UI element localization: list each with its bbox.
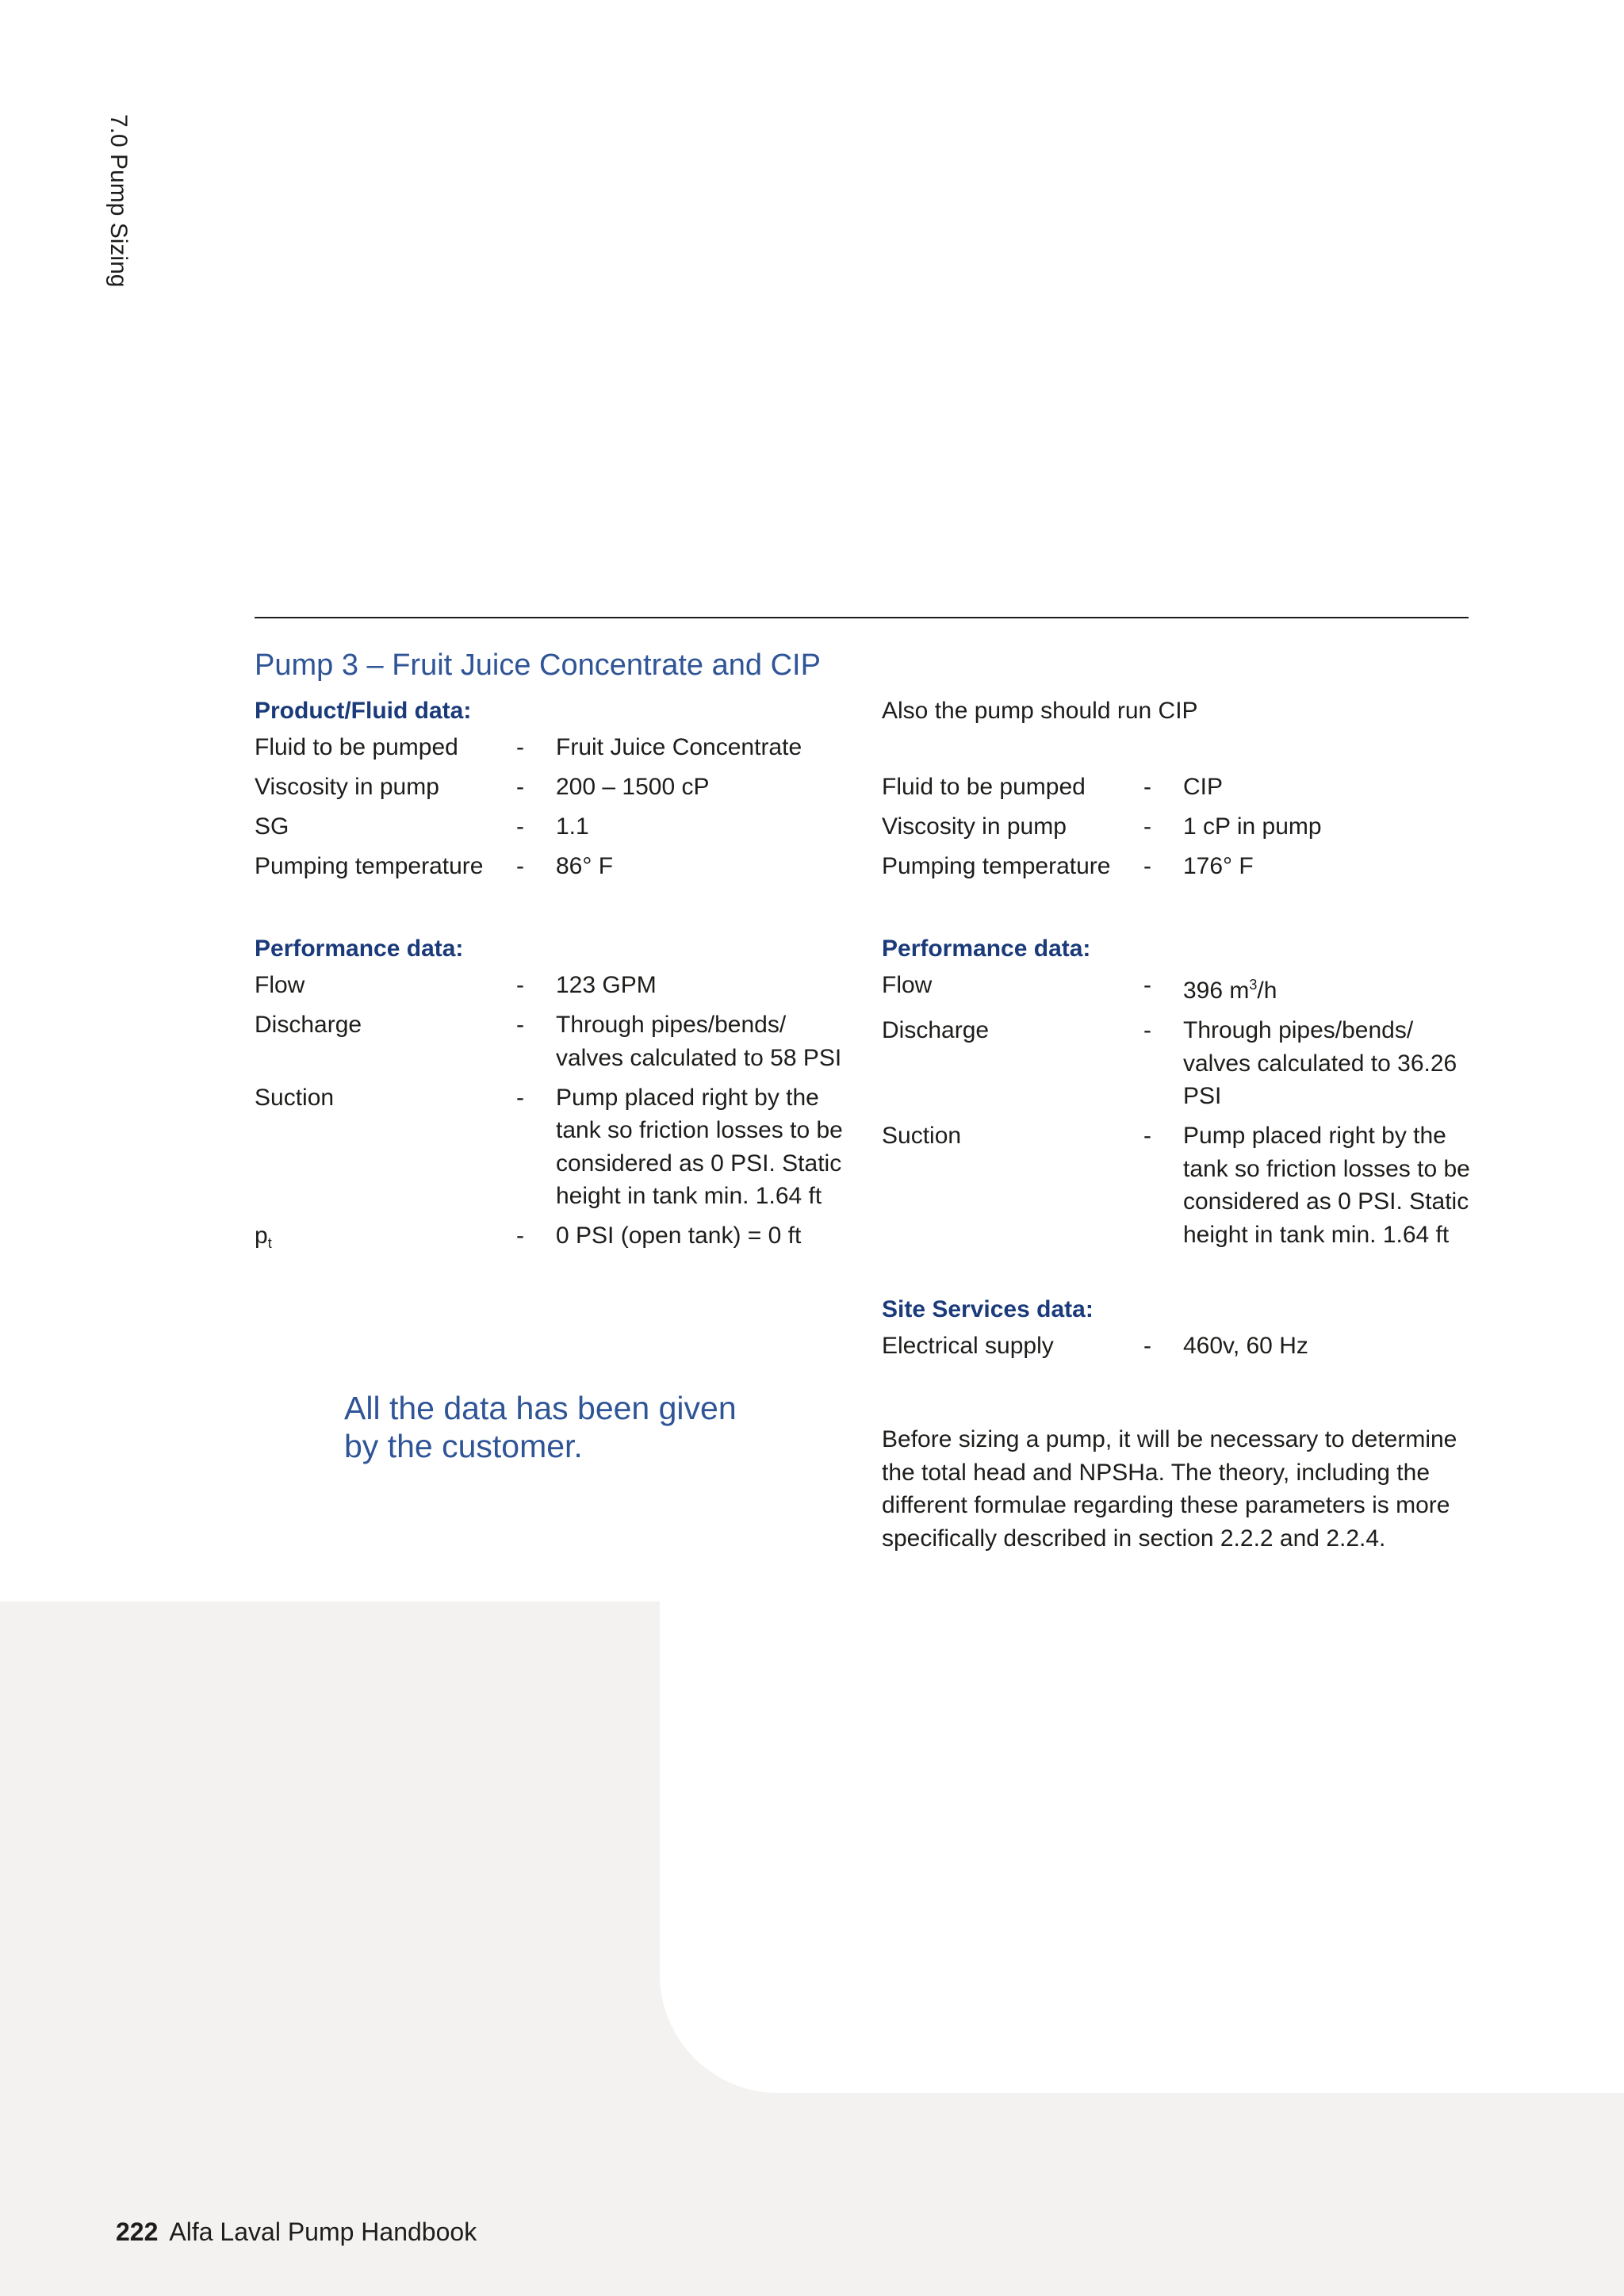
row-value: Fruit Juice Concentrate xyxy=(556,734,802,760)
spacer xyxy=(882,890,1484,929)
cip-intro: Also the pump should run CIP xyxy=(882,698,1198,724)
row-dash: - xyxy=(1143,813,1151,840)
data-row xyxy=(882,969,1484,1008)
row-label: Suction xyxy=(255,1084,335,1111)
performance-title: Performance data: xyxy=(882,936,1091,962)
row-value: 200 – 1500 cP xyxy=(556,774,710,800)
product-fluid-title: Product/Fluid data: xyxy=(255,698,472,724)
left-column xyxy=(255,691,857,1267)
row-value: Pump placed right by the tank so friction losses to be considered as 0 PSI. Static height in tank min. 1.64 ft xyxy=(556,1084,843,1209)
row-dash: - xyxy=(1143,1332,1151,1359)
row-value-superscript: 3 xyxy=(1249,977,1258,993)
row-label-subscript: t xyxy=(267,1235,272,1251)
background-white-notch xyxy=(660,1601,1624,2093)
row-label: Suction xyxy=(882,1123,962,1149)
row-value: 123 GPM xyxy=(556,972,657,998)
row-value: 176° F xyxy=(1183,853,1254,879)
row-value: 86° F xyxy=(556,853,614,879)
row-label: Flow xyxy=(882,972,933,998)
row-dash: - xyxy=(1143,1017,1151,1043)
row-label xyxy=(255,1219,516,1261)
row-value: CIP xyxy=(1183,774,1224,800)
row-dash: - xyxy=(1143,853,1151,879)
row-label: Pumping temperature xyxy=(255,853,484,879)
data-row xyxy=(882,850,1484,883)
row-dash: - xyxy=(516,1012,524,1038)
data-row xyxy=(882,771,1484,804)
row-value: 0 PSI (open tank) = 0 ft xyxy=(556,1223,802,1249)
row-dash: - xyxy=(516,1084,524,1111)
callout-quote xyxy=(344,1389,737,1465)
data-row xyxy=(882,1330,1484,1363)
background-grey-tab xyxy=(0,1601,660,2093)
row-value: 1 cP in pump xyxy=(1183,813,1322,840)
row-dash: - xyxy=(516,734,524,760)
callout-line: by the customer. xyxy=(344,1428,583,1464)
row-value-main: 396 m xyxy=(1183,978,1250,1004)
row-label: Electrical supply xyxy=(882,1332,1054,1359)
data-row xyxy=(255,771,857,804)
data-row xyxy=(255,731,857,764)
spacer xyxy=(882,1258,1484,1290)
section-label: 7.0 Pump Sizing xyxy=(105,114,132,288)
data-row xyxy=(255,850,857,883)
body-paragraph: Before sizing a pump, it will be necessary to determine the total head and NPSHa. The theory, including the different formulae regarding these parameters is more specifically described in section 2.2.2 and 2.2.4. xyxy=(882,1426,1457,1552)
divider-rule xyxy=(255,617,1469,618)
row-dash: - xyxy=(1143,1123,1151,1149)
row-dash: - xyxy=(516,972,524,998)
spacer xyxy=(255,890,857,929)
row-label: Viscosity in pump xyxy=(255,774,439,800)
data-row xyxy=(255,1081,857,1213)
row-dash: - xyxy=(1143,972,1151,998)
row-dash: - xyxy=(1143,774,1151,800)
row-dash: - xyxy=(516,853,524,879)
site-services-title: Site Services data: xyxy=(882,1295,1094,1322)
row-dash: - xyxy=(516,1223,524,1249)
data-row xyxy=(882,1119,1484,1251)
row-label: Discharge xyxy=(255,1012,362,1038)
row-label: Fluid to be pumped xyxy=(255,734,458,760)
row-dash: - xyxy=(516,774,524,800)
page-footer xyxy=(116,2218,477,2247)
row-value xyxy=(1183,969,1484,1008)
row-label: SG xyxy=(255,813,289,840)
row-label: Pumping temperature xyxy=(882,853,1111,879)
data-row xyxy=(255,810,857,844)
right-column xyxy=(882,691,1484,1369)
row-value: Through pipes/bends/ valves calculated to 36.26 PSI xyxy=(1183,1017,1457,1109)
row-value: Through pipes/bends/ valves calculated to 58 PSI xyxy=(556,1012,842,1071)
row-value-tail: /h xyxy=(1257,978,1277,1004)
data-row xyxy=(255,1008,857,1074)
row-value: 1.1 xyxy=(556,813,589,840)
row-label: Fluid to be pumped xyxy=(882,774,1086,800)
data-row xyxy=(255,1219,857,1261)
row-label: Discharge xyxy=(882,1017,990,1043)
performance-title: Performance data: xyxy=(255,936,464,962)
page-heading: Pump 3 – Fruit Juice Concentrate and CIP xyxy=(255,649,821,682)
row-label-main: p xyxy=(255,1223,268,1249)
data-row xyxy=(882,810,1484,844)
row-value: 460v, 60 Hz xyxy=(1183,1332,1308,1359)
publication-title: Alfa Laval Pump Handbook xyxy=(169,2218,477,2246)
row-label: Flow xyxy=(255,972,305,998)
data-row xyxy=(255,969,857,1002)
row-value: Pump placed right by the tank so friction losses to be considered as 0 PSI. Static height in tank min. 1.64 ft xyxy=(1183,1123,1470,1248)
row-dash: - xyxy=(516,813,524,840)
spacer xyxy=(882,731,1484,771)
callout-line: All the data has been given xyxy=(344,1390,737,1426)
data-row xyxy=(882,1014,1484,1113)
page-number: 222 xyxy=(116,2218,159,2246)
row-label: Viscosity in pump xyxy=(882,813,1067,840)
